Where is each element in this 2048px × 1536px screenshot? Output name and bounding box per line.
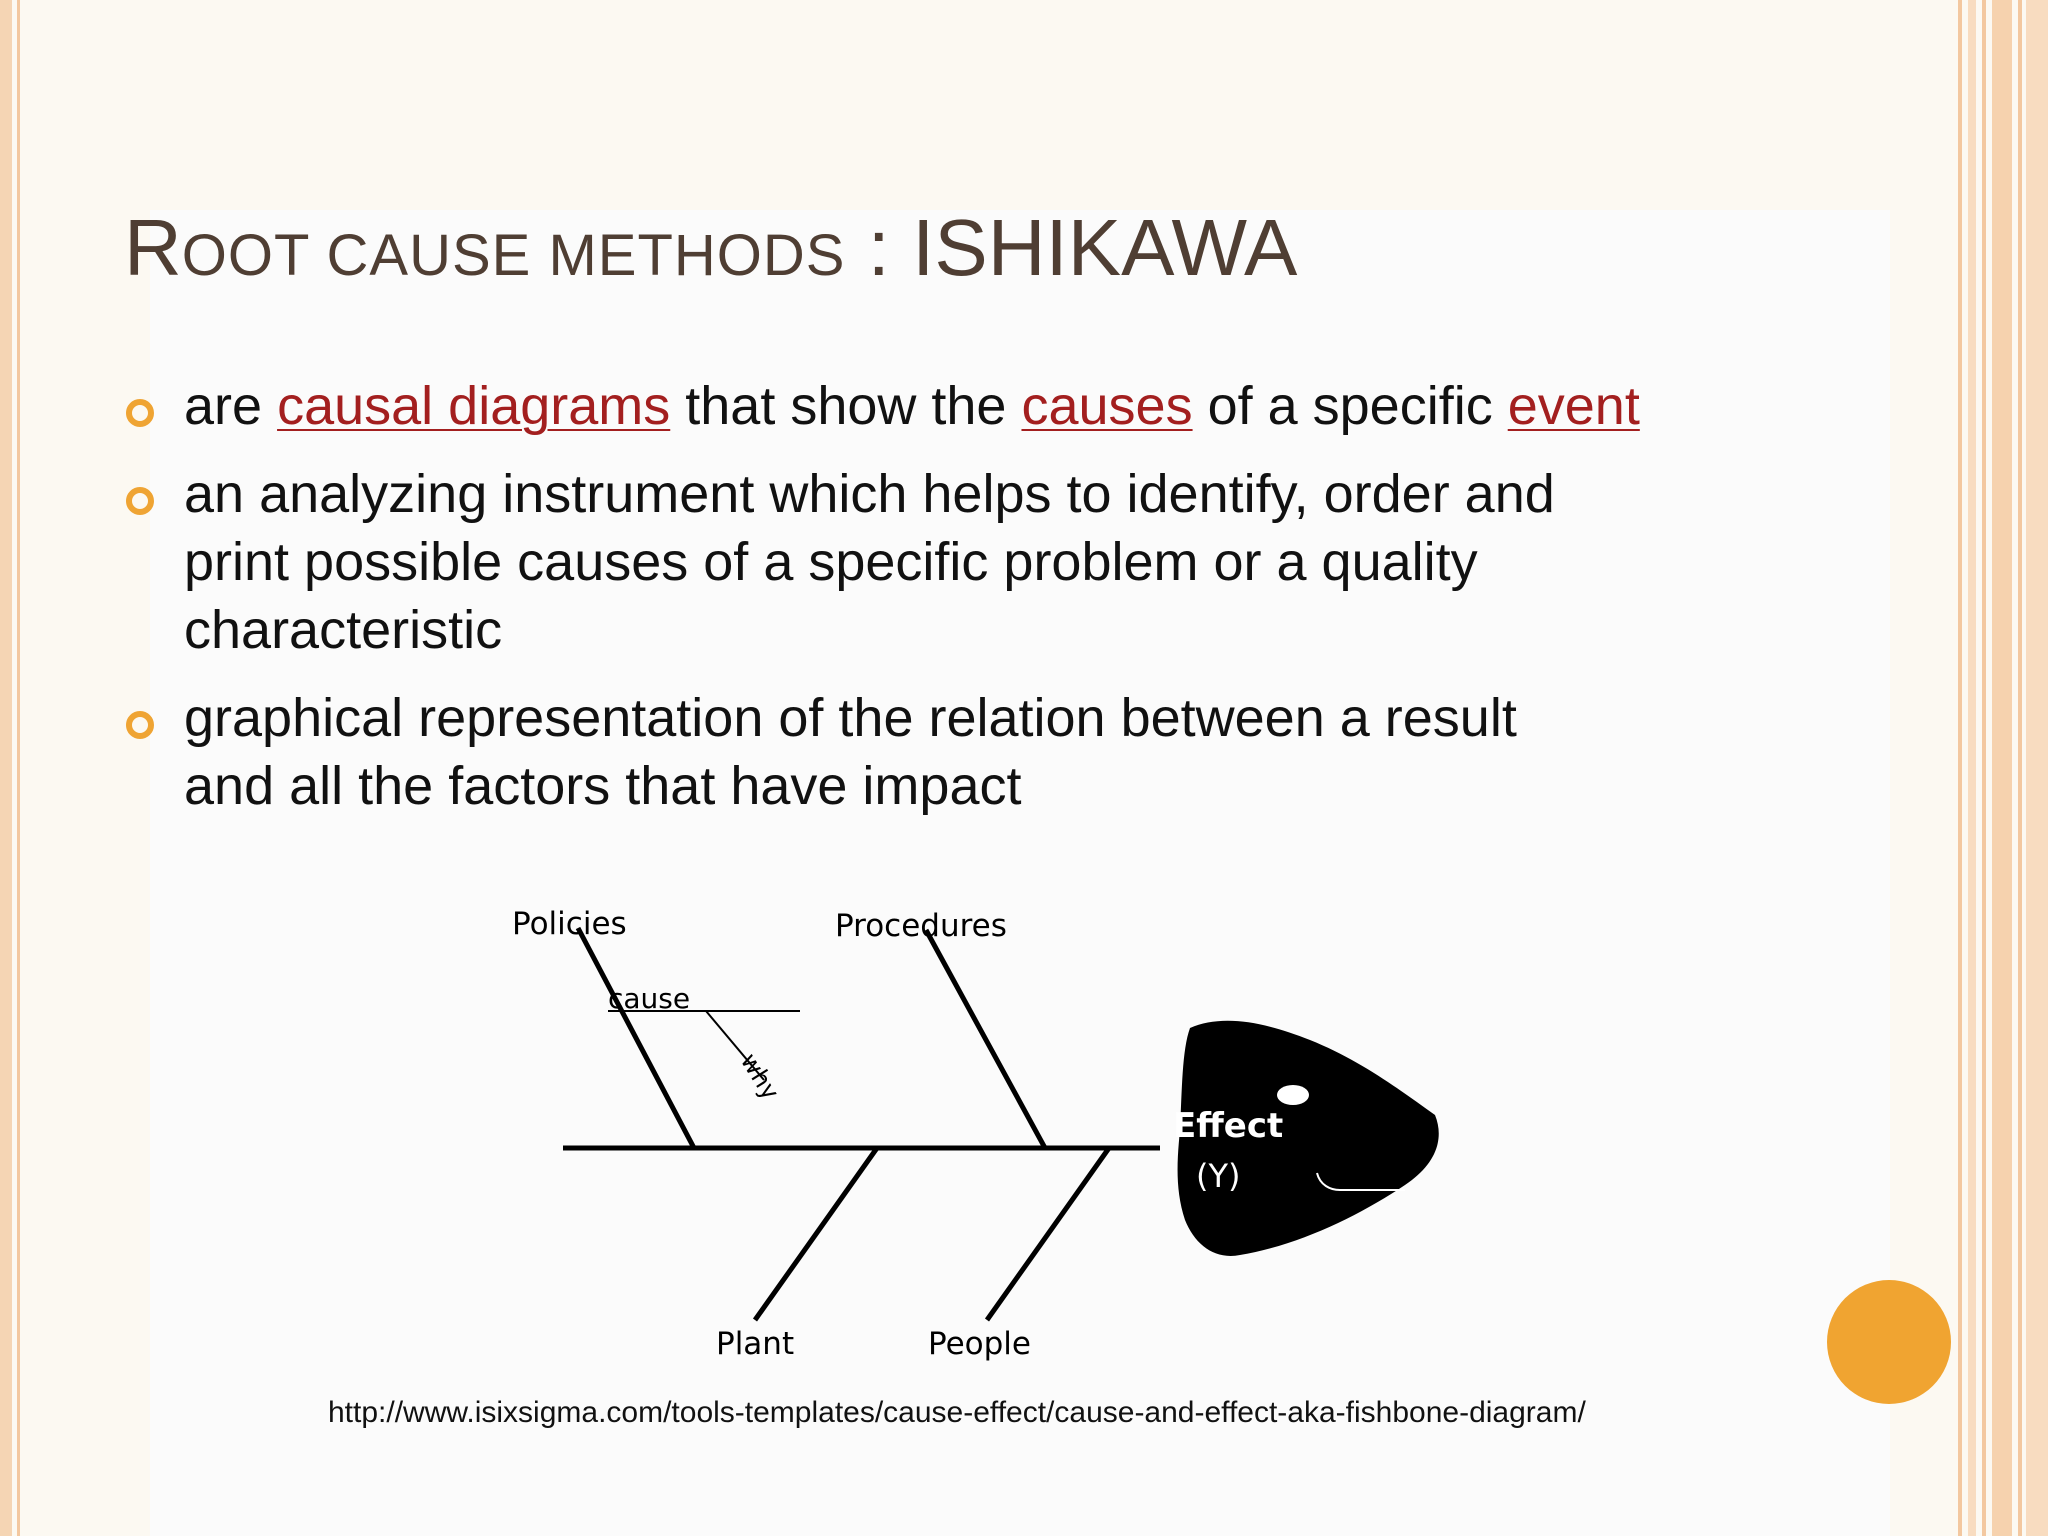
title-small-caps: OOT CAUSE METHODS	[181, 223, 846, 288]
bullet-icon	[126, 399, 154, 427]
label-plant: Plant	[716, 1326, 795, 1362]
link-causal-diagrams[interactable]: causal diagrams	[277, 376, 671, 436]
slide-border-left-line	[17, 0, 20, 1536]
bullet-text: are	[184, 376, 278, 436]
label-effect: Effect	[1173, 1106, 1284, 1146]
link-event[interactable]: event	[1507, 376, 1640, 436]
bullet-item-2	[120, 460, 1820, 664]
link-causes[interactable]: causes	[1021, 376, 1193, 436]
bullet-text: that show the	[670, 376, 1022, 436]
title-first-letter: R	[124, 203, 182, 292]
decorative-orange-circle	[1827, 1280, 1951, 1404]
label-policies: Policies	[512, 906, 627, 942]
title-separator: :	[845, 203, 913, 292]
bullet-text: of a specific	[1192, 376, 1508, 436]
slide-title	[124, 203, 1298, 292]
bone-plant	[755, 1148, 877, 1320]
label-procedures: Procedures	[835, 908, 1007, 944]
fish-eye	[1277, 1085, 1309, 1105]
label-people: People	[928, 1326, 1031, 1362]
slide-border-right	[1948, 0, 2048, 1536]
label-why: why	[734, 1048, 785, 1105]
bullet-list	[120, 372, 1820, 840]
bone-procedures	[926, 930, 1045, 1148]
label-cause: cause	[608, 982, 691, 1015]
bullet-icon	[126, 711, 154, 739]
fishbone-diagram	[500, 900, 1460, 1385]
title-name: ISHIKAWA	[912, 203, 1298, 292]
bone-people	[987, 1148, 1109, 1320]
bullet-text: graphical representation of the relation between a result and all the factors that have impact	[184, 688, 1517, 816]
slide-border-left	[0, 0, 12, 1536]
bullet-icon	[126, 487, 154, 515]
bullet-item-3	[120, 684, 1820, 820]
bullet-item-1	[120, 372, 1820, 440]
label-effect-sub: (Y)	[1196, 1157, 1241, 1195]
bone-policies	[578, 928, 694, 1148]
source-url[interactable]: http://www.isixsigma.com/tools-templates/cause-effect/cause-and-effect-aka-fishbone-diagram/	[328, 1396, 1586, 1429]
bullet-text: an analyzing instrument which helps to identify, order and print possible causes of a specific problem or a quality characteristic	[184, 464, 1555, 660]
